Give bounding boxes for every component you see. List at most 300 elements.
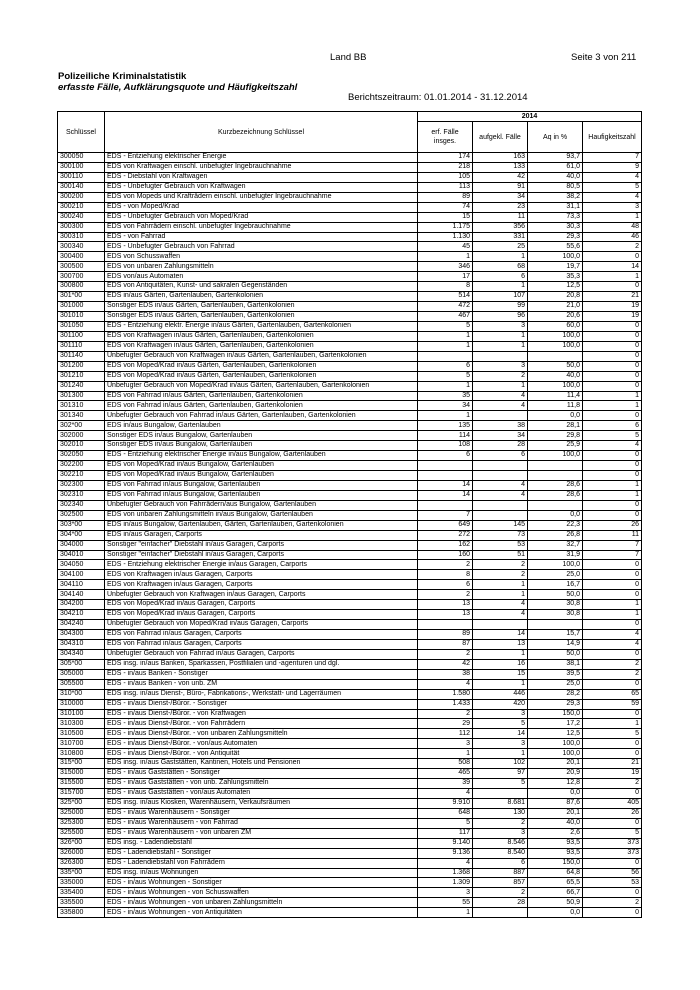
cell-solved: 6 bbox=[473, 858, 528, 868]
cell-clearance-rate: 29,8 bbox=[528, 431, 583, 441]
cell-cases: 1.368 bbox=[418, 868, 473, 878]
cell-description: EDS in/aus Bungalow, Gartenlauben, Gärten, Gartenlauben, Gartenkolonien bbox=[105, 520, 418, 530]
cell-solved: 91 bbox=[473, 182, 528, 192]
table-row bbox=[58, 639, 642, 649]
table-row bbox=[58, 182, 642, 192]
cell-key: 305*00 bbox=[58, 659, 105, 669]
cell-description: EDS von Fahrrad in/aus Garagen, Carports bbox=[105, 639, 418, 649]
cell-clearance-rate: 55,6 bbox=[528, 242, 583, 252]
cell-key: 310000 bbox=[58, 699, 105, 709]
cell-clearance-rate: 30,8 bbox=[528, 600, 583, 610]
cell-clearance-rate bbox=[528, 471, 583, 481]
cell-description: EDS von Kraftwagen einschl. unbefugter Ingebrauchnahme bbox=[105, 162, 418, 172]
table-row bbox=[58, 868, 642, 878]
cell-frequency: 0 bbox=[583, 341, 642, 351]
cell-solved: 99 bbox=[473, 302, 528, 312]
cell-frequency: 0 bbox=[583, 371, 642, 381]
cell-solved: 2 bbox=[473, 371, 528, 381]
cell-key: 301200 bbox=[58, 361, 105, 371]
cell-frequency: 0 bbox=[583, 739, 642, 749]
table-row bbox=[58, 828, 642, 838]
cell-solved: 163 bbox=[473, 153, 528, 163]
cell-solved: 857 bbox=[473, 878, 528, 888]
cell-clearance-rate: 38,2 bbox=[528, 192, 583, 202]
cell-frequency: 5 bbox=[583, 431, 642, 441]
cell-key: 304000 bbox=[58, 540, 105, 550]
cell-description: EDS - von Moped/Krad bbox=[105, 202, 418, 212]
cell-clearance-rate: 100,0 bbox=[528, 252, 583, 262]
cell-clearance-rate: 87,6 bbox=[528, 798, 583, 808]
cell-cases: 1.433 bbox=[418, 699, 473, 709]
cell-description: EDS von unbaren Zahlungsmitteln in/aus Bungalow, Gartenlauben bbox=[105, 510, 418, 520]
cell-description: EDS - Unbefugter Gebrauch von Moped/Krad bbox=[105, 212, 418, 222]
cell-clearance-rate: 73,3 bbox=[528, 212, 583, 222]
cell-description: EDS - in/aus Banken - Sonstiger bbox=[105, 669, 418, 679]
cell-key: 335000 bbox=[58, 878, 105, 888]
cell-key: 300340 bbox=[58, 242, 105, 252]
table-row bbox=[58, 272, 642, 282]
cell-solved: 3 bbox=[473, 828, 528, 838]
table-row bbox=[58, 779, 642, 789]
cell-frequency: 4 bbox=[583, 630, 642, 640]
cell-key: 301*00 bbox=[58, 292, 105, 302]
cell-key: 310700 bbox=[58, 739, 105, 749]
cell-cases: 3 bbox=[418, 739, 473, 749]
table-row bbox=[58, 520, 642, 530]
report-subtitle: erfasste Fälle, Aufklärungsquote und Häufigkeitszahl bbox=[58, 82, 298, 93]
cell-cases: 89 bbox=[418, 192, 473, 202]
cell-key: 304310 bbox=[58, 639, 105, 649]
cell-key: 300100 bbox=[58, 162, 105, 172]
cell-solved: 1 bbox=[473, 749, 528, 759]
cell-solved: 51 bbox=[473, 550, 528, 560]
cell-key: 310300 bbox=[58, 719, 105, 729]
cell-solved: 13 bbox=[473, 639, 528, 649]
cell-key: 302210 bbox=[58, 471, 105, 481]
cell-frequency: 1 bbox=[583, 610, 642, 620]
cell-frequency: 2 bbox=[583, 669, 642, 679]
cell-clearance-rate: 22,3 bbox=[528, 520, 583, 530]
cell-frequency: 48 bbox=[583, 222, 642, 232]
cell-key: 301310 bbox=[58, 401, 105, 411]
cell-description: Unbefugter Gebrauch von Fahrrad in/aus Garagen, Carports bbox=[105, 649, 418, 659]
cell-solved: 73 bbox=[473, 530, 528, 540]
cell-cases: 135 bbox=[418, 421, 473, 431]
cell-solved: 1 bbox=[473, 381, 528, 391]
cell-solved: 14 bbox=[473, 729, 528, 739]
cell-cases: 35 bbox=[418, 391, 473, 401]
cell-cases: 2 bbox=[418, 709, 473, 719]
table-row bbox=[58, 749, 642, 759]
cell-key: 326000 bbox=[58, 848, 105, 858]
cell-key: 300200 bbox=[58, 192, 105, 202]
cell-clearance-rate: 26,8 bbox=[528, 530, 583, 540]
cell-description: EDS - Diebstahl von Kraftwagen bbox=[105, 172, 418, 182]
cell-frequency: 1 bbox=[583, 719, 642, 729]
table-row bbox=[58, 411, 642, 421]
cell-solved: 34 bbox=[473, 431, 528, 441]
cell-cases: 4 bbox=[418, 858, 473, 868]
cell-description: EDS von Antiquitäten, Kunst- und sakralen Gegenständen bbox=[105, 282, 418, 292]
cell-frequency: 0 bbox=[583, 908, 642, 918]
table-row bbox=[58, 709, 642, 719]
cell-description: EDS von Moped/Krad in/aus Bungalow, Gartenlauben bbox=[105, 471, 418, 481]
cell-key: 304210 bbox=[58, 610, 105, 620]
cell-description: EDS - in/aus Warenhäusern - von unbaren ZM bbox=[105, 828, 418, 838]
cell-frequency: 5 bbox=[583, 729, 642, 739]
cell-solved: 1 bbox=[473, 580, 528, 590]
cell-key: 302010 bbox=[58, 441, 105, 451]
cell-description: EDS - in/aus Dienst-/Büror. - Sonstiger bbox=[105, 699, 418, 709]
cell-solved: 145 bbox=[473, 520, 528, 530]
table-row bbox=[58, 441, 642, 451]
cell-key: 300110 bbox=[58, 172, 105, 182]
cell-solved: 25 bbox=[473, 242, 528, 252]
cell-clearance-rate: 0,0 bbox=[528, 411, 583, 421]
cell-key: 304300 bbox=[58, 630, 105, 640]
cell-cases: 29 bbox=[418, 719, 473, 729]
cell-frequency: 26 bbox=[583, 520, 642, 530]
cell-frequency: 0 bbox=[583, 321, 642, 331]
cell-description: Unbefugter Gebrauch von Kraftwagen in/aus Gärten, Gartenlauben, Gartenkolonien bbox=[105, 351, 418, 361]
cell-solved: 28 bbox=[473, 898, 528, 908]
cell-description: Unbefugter Gebrauch von Moped/Krad in/aus Gärten, Gartenlauben, Gartenkolonien bbox=[105, 381, 418, 391]
cell-frequency: 65 bbox=[583, 689, 642, 699]
table-row bbox=[58, 431, 642, 441]
table-row bbox=[58, 222, 642, 232]
cell-clearance-rate: 2,6 bbox=[528, 828, 583, 838]
cell-clearance-rate: 20,6 bbox=[528, 312, 583, 322]
cell-solved bbox=[473, 471, 528, 481]
cell-solved: 420 bbox=[473, 699, 528, 709]
cell-cases: 1 bbox=[418, 411, 473, 421]
cell-frequency: 0 bbox=[583, 381, 642, 391]
cell-description: EDS von Fahrrad in/aus Garagen, Carports bbox=[105, 630, 418, 640]
cell-key: 302*00 bbox=[58, 421, 105, 431]
cell-key: 300500 bbox=[58, 262, 105, 272]
cell-frequency: 4 bbox=[583, 639, 642, 649]
cell-clearance-rate: 50,0 bbox=[528, 649, 583, 659]
cell-cases: 38 bbox=[418, 669, 473, 679]
report-period: Berichtszeitraum: 01.01.2014 - 31.12.2014 bbox=[348, 92, 528, 103]
cell-frequency: 21 bbox=[583, 759, 642, 769]
header-clearance-rate: Aq in % bbox=[528, 122, 583, 153]
cell-clearance-rate: 25,9 bbox=[528, 441, 583, 451]
table-row bbox=[58, 659, 642, 669]
cell-description: EDS von Schusswaffen bbox=[105, 252, 418, 262]
cell-solved: 6 bbox=[473, 451, 528, 461]
cell-cases: 648 bbox=[418, 808, 473, 818]
table-row bbox=[58, 759, 642, 769]
cell-description: EDS insg. in/aus Dienst-, Büro-, Fabrikations-, Werkstatt- und Lagerräumen bbox=[105, 689, 418, 699]
table-row bbox=[58, 153, 642, 163]
cell-frequency: 21 bbox=[583, 292, 642, 302]
cell-key: 325000 bbox=[58, 808, 105, 818]
cell-cases: 2 bbox=[418, 649, 473, 659]
table-row bbox=[58, 162, 642, 172]
cell-solved: 38 bbox=[473, 421, 528, 431]
cell-solved: 23 bbox=[473, 202, 528, 212]
cell-key: 304*00 bbox=[58, 530, 105, 540]
table-row bbox=[58, 510, 642, 520]
cell-key: 300050 bbox=[58, 153, 105, 163]
cell-solved: 107 bbox=[473, 292, 528, 302]
table-row bbox=[58, 321, 642, 331]
cell-clearance-rate: 29,3 bbox=[528, 232, 583, 242]
cell-frequency: 0 bbox=[583, 471, 642, 481]
cell-cases bbox=[418, 620, 473, 630]
cell-solved: 2 bbox=[473, 888, 528, 898]
cell-clearance-rate: 12,5 bbox=[528, 282, 583, 292]
cell-frequency: 0 bbox=[583, 858, 642, 868]
cell-key: 310500 bbox=[58, 729, 105, 739]
cell-cases: 108 bbox=[418, 441, 473, 451]
cell-cases: 9.140 bbox=[418, 838, 473, 848]
cell-clearance-rate: 30,8 bbox=[528, 610, 583, 620]
cell-cases: 112 bbox=[418, 729, 473, 739]
cell-clearance-rate: 0,0 bbox=[528, 510, 583, 520]
cell-cases: 5 bbox=[418, 371, 473, 381]
cell-frequency: 0 bbox=[583, 361, 642, 371]
cell-cases: 89 bbox=[418, 630, 473, 640]
cell-cases: 514 bbox=[418, 292, 473, 302]
cell-frequency: 5 bbox=[583, 182, 642, 192]
cell-cases: 1 bbox=[418, 749, 473, 759]
cell-solved: 14 bbox=[473, 630, 528, 640]
cell-solved: 68 bbox=[473, 262, 528, 272]
cell-description: EDS von Fahrrädern einschl. unbefugter Ingebrauchnahme bbox=[105, 222, 418, 232]
cell-solved: 16 bbox=[473, 659, 528, 669]
cell-clearance-rate: 65,5 bbox=[528, 878, 583, 888]
cell-cases: 117 bbox=[418, 828, 473, 838]
cell-key: 310*00 bbox=[58, 689, 105, 699]
cell-solved: 446 bbox=[473, 689, 528, 699]
cell-description: EDS von Moped/Krad in/aus Garagen, Carports bbox=[105, 600, 418, 610]
cell-solved: 1 bbox=[473, 331, 528, 341]
cell-cases: 467 bbox=[418, 312, 473, 322]
cell-clearance-rate: 28,2 bbox=[528, 689, 583, 699]
cell-key: 315*00 bbox=[58, 759, 105, 769]
cell-clearance-rate: 30,3 bbox=[528, 222, 583, 232]
table-row bbox=[58, 451, 642, 461]
cell-cases: 1 bbox=[418, 252, 473, 262]
cell-description: EDS - Entziehung elektrischer Energie in/aus Bungalow, Gartenlauben bbox=[105, 451, 418, 461]
cell-cases: 13 bbox=[418, 610, 473, 620]
header-solved: aufgekl. Fälle bbox=[473, 122, 528, 153]
cell-description: EDS in/aus Garagen, Carports bbox=[105, 530, 418, 540]
table-row bbox=[58, 232, 642, 242]
cell-cases: 3 bbox=[418, 888, 473, 898]
cell-cases: 6 bbox=[418, 580, 473, 590]
cell-clearance-rate: 66,7 bbox=[528, 888, 583, 898]
cell-clearance-rate: 12,5 bbox=[528, 729, 583, 739]
cell-solved bbox=[473, 789, 528, 799]
cell-frequency: 2 bbox=[583, 242, 642, 252]
table-row bbox=[58, 838, 642, 848]
cell-cases: 346 bbox=[418, 262, 473, 272]
cell-solved: 1 bbox=[473, 679, 528, 689]
cell-solved: 6 bbox=[473, 272, 528, 282]
cell-cases: 5 bbox=[418, 818, 473, 828]
cell-description: EDS - in/aus Warenhäusern - von Fahrrad bbox=[105, 818, 418, 828]
table-row bbox=[58, 769, 642, 779]
cell-key: 300140 bbox=[58, 182, 105, 192]
cell-clearance-rate: 31,1 bbox=[528, 202, 583, 212]
cell-description: EDS von Moped/Krad in/aus Garagen, Carports bbox=[105, 610, 418, 620]
cell-key: 310100 bbox=[58, 709, 105, 719]
cell-solved: 4 bbox=[473, 610, 528, 620]
cell-key: 335400 bbox=[58, 888, 105, 898]
cell-solved: 2 bbox=[473, 570, 528, 580]
cell-key: 305500 bbox=[58, 679, 105, 689]
cell-description: EDS - Unbefugter Gebrauch von Kraftwagen bbox=[105, 182, 418, 192]
cell-clearance-rate: 20,1 bbox=[528, 759, 583, 769]
cell-frequency: 3 bbox=[583, 202, 642, 212]
cell-description: EDS - von Fahrrad bbox=[105, 232, 418, 242]
cell-cases: 17 bbox=[418, 272, 473, 282]
table-row bbox=[58, 252, 642, 262]
table-row bbox=[58, 858, 642, 868]
cell-key: 302000 bbox=[58, 431, 105, 441]
cell-key: 304010 bbox=[58, 550, 105, 560]
cell-clearance-rate: 61,0 bbox=[528, 162, 583, 172]
cell-solved bbox=[473, 620, 528, 630]
cell-frequency: 4 bbox=[583, 192, 642, 202]
cell-solved: 4 bbox=[473, 600, 528, 610]
cell-frequency: 53 bbox=[583, 878, 642, 888]
cell-description: EDS - in/aus Dienst-/Büror. - von unbaren Zahlungsmitteln bbox=[105, 729, 418, 739]
cell-cases: 9.136 bbox=[418, 848, 473, 858]
table-row bbox=[58, 739, 642, 749]
cell-solved: 5 bbox=[473, 779, 528, 789]
cell-cases: 14 bbox=[418, 490, 473, 500]
cell-frequency: 59 bbox=[583, 699, 642, 709]
table-row bbox=[58, 630, 642, 640]
cell-cases: 5 bbox=[418, 321, 473, 331]
cell-description: EDS - Unbefugter Gebrauch von Fahrrad bbox=[105, 242, 418, 252]
cell-description: EDS in/aus Bungalow, Gartenlauben bbox=[105, 421, 418, 431]
cell-cases: 1.175 bbox=[418, 222, 473, 232]
cell-description: EDS von/aus Automaten bbox=[105, 272, 418, 282]
cell-frequency: 0 bbox=[583, 620, 642, 630]
cell-clearance-rate: 28,6 bbox=[528, 480, 583, 490]
cell-solved: 1 bbox=[473, 252, 528, 262]
cell-solved: 356 bbox=[473, 222, 528, 232]
cell-key: 302310 bbox=[58, 490, 105, 500]
cell-description: EDS von Fahrrad in/aus Bungalow, Gartenlauben bbox=[105, 490, 418, 500]
cell-description: EDS - Entziehung elektr. Energie in/aus Gärten, Gartenlauben, Gartenkolonien bbox=[105, 321, 418, 331]
cell-cases bbox=[418, 471, 473, 481]
cell-clearance-rate: 93,5 bbox=[528, 838, 583, 848]
cell-frequency: 19 bbox=[583, 769, 642, 779]
cell-cases: 6 bbox=[418, 451, 473, 461]
table-row bbox=[58, 282, 642, 292]
table-row bbox=[58, 818, 642, 828]
cell-frequency: 0 bbox=[583, 331, 642, 341]
cell-frequency: 19 bbox=[583, 302, 642, 312]
cell-frequency: 19 bbox=[583, 312, 642, 322]
cell-frequency: 5 bbox=[583, 828, 642, 838]
cell-frequency: 0 bbox=[583, 510, 642, 520]
cell-key: 300700 bbox=[58, 272, 105, 282]
table-row bbox=[58, 590, 642, 600]
cell-frequency: 405 bbox=[583, 798, 642, 808]
cell-key: 335500 bbox=[58, 898, 105, 908]
cell-frequency: 9 bbox=[583, 162, 642, 172]
cell-key: 325300 bbox=[58, 818, 105, 828]
cell-cases: 508 bbox=[418, 759, 473, 769]
cell-clearance-rate: 60,0 bbox=[528, 321, 583, 331]
cell-description: EDS insg. in/aus Kiosken, Warenhäusern, Verkaufsräumen bbox=[105, 798, 418, 808]
cell-clearance-rate: 150,0 bbox=[528, 858, 583, 868]
cell-frequency: 0 bbox=[583, 818, 642, 828]
cell-solved: 15 bbox=[473, 669, 528, 679]
cell-description: EDS von Kraftwagen in/aus Gärten, Gartenlauben, Gartenkolonien bbox=[105, 341, 418, 351]
table-row bbox=[58, 669, 642, 679]
cell-clearance-rate: 100,0 bbox=[528, 739, 583, 749]
table-row bbox=[58, 610, 642, 620]
cell-key: 335800 bbox=[58, 908, 105, 918]
cell-clearance-rate: 64,8 bbox=[528, 868, 583, 878]
cell-key: 310800 bbox=[58, 749, 105, 759]
cell-solved bbox=[473, 500, 528, 510]
cell-key: 315500 bbox=[58, 779, 105, 789]
cell-frequency: 1 bbox=[583, 272, 642, 282]
table-row bbox=[58, 242, 642, 252]
cell-key: 302300 bbox=[58, 480, 105, 490]
cell-clearance-rate: 28,1 bbox=[528, 421, 583, 431]
report-title: Polizeiliche Kriminalstatistik bbox=[58, 71, 187, 82]
cell-description: EDS von Fahrrad in/aus Bungalow, Gartenlauben bbox=[105, 480, 418, 490]
cell-key: 301240 bbox=[58, 381, 105, 391]
cell-description: EDS - in/aus Wohnungen - von unbaren Zahlungsmitteln bbox=[105, 898, 418, 908]
cell-frequency: 1 bbox=[583, 480, 642, 490]
cell-solved: 34 bbox=[473, 192, 528, 202]
table-row bbox=[58, 580, 642, 590]
cell-key: 304340 bbox=[58, 649, 105, 659]
cell-description: EDS - in/aus Wohnungen - Sonstiger bbox=[105, 878, 418, 888]
table-row bbox=[58, 312, 642, 322]
cell-solved: 97 bbox=[473, 769, 528, 779]
cell-clearance-rate: 12,8 bbox=[528, 779, 583, 789]
table-row bbox=[58, 391, 642, 401]
table-row bbox=[58, 471, 642, 481]
cell-description: EDS von Kraftwagen in/aus Garagen, Carports bbox=[105, 580, 418, 590]
cell-solved: 4 bbox=[473, 391, 528, 401]
cell-key: 302340 bbox=[58, 500, 105, 510]
statistics-table bbox=[57, 111, 642, 918]
cell-description: EDS - Ladendiebstahl von Fahrrädern bbox=[105, 858, 418, 868]
cell-clearance-rate: 15,7 bbox=[528, 630, 583, 640]
cell-description: EDS - in/aus Dienst-/Büror. - von/aus Automaten bbox=[105, 739, 418, 749]
cell-clearance-rate bbox=[528, 461, 583, 471]
cell-frequency: 46 bbox=[583, 232, 642, 242]
cell-description: Unbefugter Gebrauch von Fahrrädern/aus Bungalow, Gartenlauben bbox=[105, 500, 418, 510]
cell-solved: 887 bbox=[473, 868, 528, 878]
cell-description: EDS von Fahrrad in/aus Gärten, Gartenlauben, Gartenkolonien bbox=[105, 401, 418, 411]
cell-frequency: 0 bbox=[583, 560, 642, 570]
table-row bbox=[58, 421, 642, 431]
cell-description: EDS insg. in/aus Banken, Sparkassen, Postfilialen und -agenturen und dgl. bbox=[105, 659, 418, 669]
cell-key: 315000 bbox=[58, 769, 105, 779]
header-cases: erf. Fälle insges. bbox=[418, 122, 473, 153]
cell-clearance-rate: 25,0 bbox=[528, 679, 583, 689]
cell-description: Sonstiger EDS in/aus Gärten, Gartenlauben, Gartenkolonien bbox=[105, 302, 418, 312]
cell-key: 301210 bbox=[58, 371, 105, 381]
land-label: Land BB bbox=[330, 52, 367, 63]
cell-clearance-rate: 29,3 bbox=[528, 699, 583, 709]
cell-key: 301000 bbox=[58, 302, 105, 312]
